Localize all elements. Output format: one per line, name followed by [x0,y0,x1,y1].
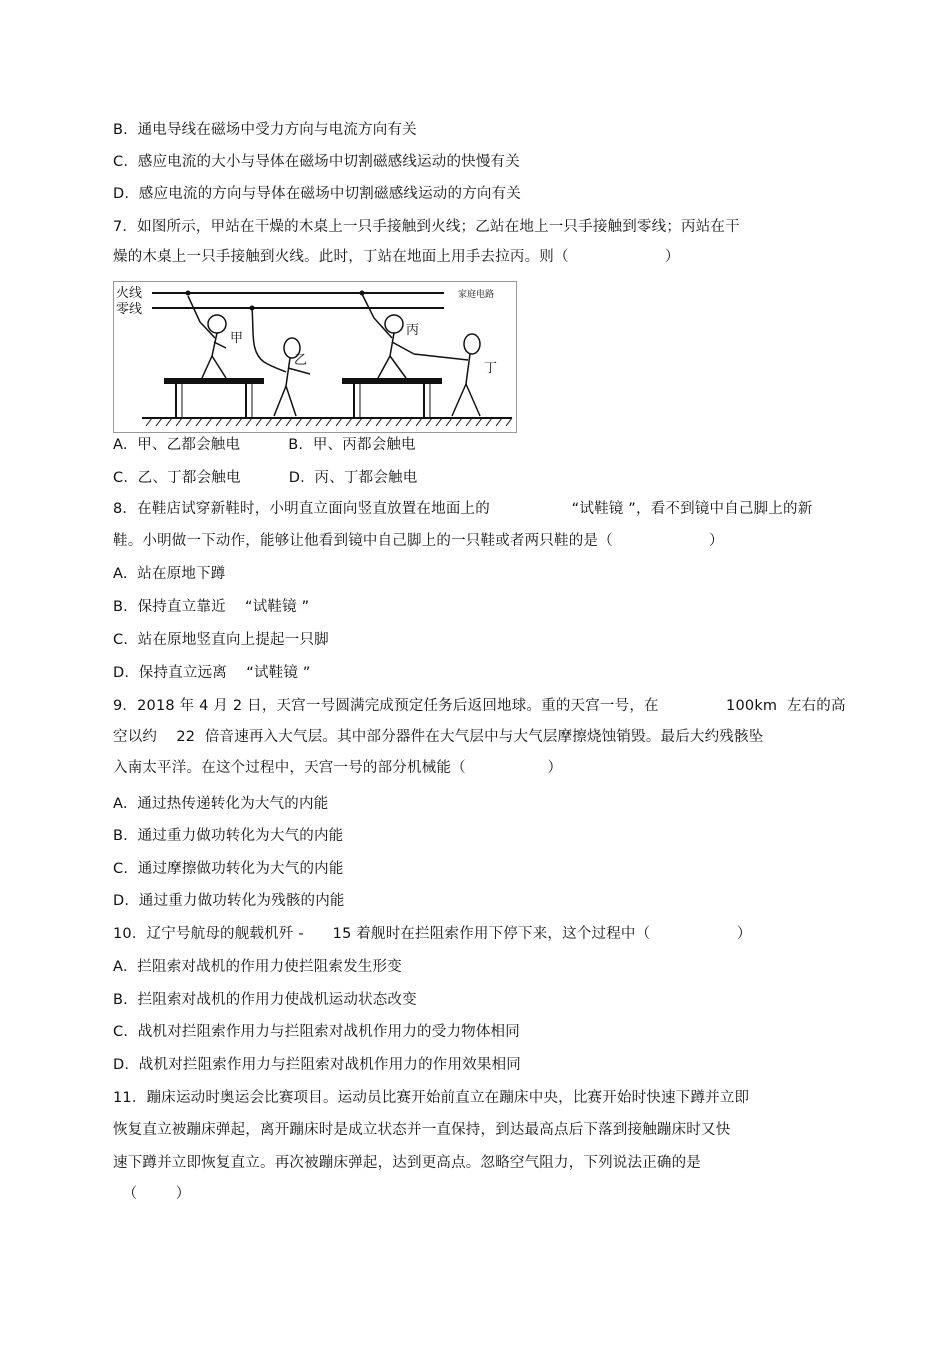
contact-point-bing [360,291,365,296]
option-c-q6: C. 感应电流的大小与导体在磁场中切割磁感线运动的快慢有关 [113,154,520,170]
contact-point-yi [250,306,255,311]
question-8-line-1: 8．在鞋店试穿新鞋时，小明直立面向竖直放置在地面上的 “试鞋镜 ”，看不到镜中自己脚上的新 [113,501,813,517]
question-7-line-2: 燥的木桌上一只手接触到火线。此时，丁站在地面上用手去拉丙。则（ ） [113,249,680,265]
option-b-q6: B. 通电导线在磁场中受力方向与电流方向有关 [113,122,417,138]
question-11-line-3: 速下蹲并立即恢复直立。再次被蹦床弹起，达到更高点。忽略空气阻力，下列说法正确的是 [113,1155,701,1171]
q9-option-a: A. 通过热传递转化为大气的内能 [113,796,329,812]
circuit-label: 家庭电路 [458,290,495,300]
q10-option-d: D. 战机对拦阻索作用力与拦阻索对战机作用力的作用效果相同 [113,1057,521,1073]
q9-option-c: C. 通过摩擦做功转化为大气的内能 [113,861,344,877]
q8-option-d: D. 保持直立远离 “试鞋镜 ” [113,665,311,681]
question-8-line-2: 鞋。小明做一下动作，能够让他看到镜中自己脚上的一只鞋或者两只鞋的是（ ） [113,533,724,549]
live-wire-label: 火线 [116,286,143,301]
question-11-line-1: 11．蹦床运动时奥运会比赛项目。运动员比赛开始前直立在蹦床中央，比赛开始时快速下蹲并立即 [113,1090,750,1106]
label-yi: 乙 [294,353,308,368]
circuit-illustration [114,282,516,432]
question-11-answer-blank: （ ） [113,1186,191,1202]
label-jia: 甲 [230,331,244,346]
question-9-line-2: 空以约 22 倍音速再入大气层。其中部分器件在大气层中与大气层摩擦烧蚀销毁。最后大约残骸坠 [113,729,764,745]
table-left [164,378,264,418]
q9-option-d: D. 通过重力做功转化为残骸的内能 [113,893,345,909]
circuit-figure [113,281,517,433]
question-9-line-3: 入南太平洋。在这个过程中，天宫一号的部分机械能（ ） [113,760,563,776]
q10-option-b: B. 拦阻索对战机的作用力使战机运动状态改变 [113,992,417,1008]
q9-option-b: B. 通过重力做功转化为大气的内能 [113,828,344,844]
q10-option-c: C. 战机对拦阻索作用力与拦阻索对战机作用力的受力物体相同 [113,1024,520,1040]
q8-option-c: C. 站在原地竖直向上提起一只脚 [113,632,329,648]
option-d-q6: D. 感应电流的方向与导体在磁场中切割磁感线运动的方向有关 [113,186,521,202]
question-11-line-2: 恢复直立被蹦床弹起，离开蹦床时是成立状态并一直保持，到达最高点后下落到接触蹦床时又快 [113,1122,731,1138]
table-right [342,378,442,418]
question-9-line-1: 9．2018 年 4 月 2 日，天宫一号圆满完成预定任务后返回地球。重的天宫一号，在 100km 左右的高 [113,698,846,714]
ground-hatch [146,418,512,426]
question-7-line-1: 7．如图所示，甲站在干燥的木桌上一只手接触到火线；乙站在地上一只手接触到零线；丙站在干 [113,219,740,235]
neutral-wire-label: 零线 [116,302,143,317]
q7-options-ab: A. 甲、乙都会触电 B. 甲、丙都会触电 [113,437,416,453]
label-ding: 丁 [484,361,498,376]
contact-point-jia [186,291,191,296]
label-bing: 丙 [406,323,420,338]
q8-option-b: B. 保持直立靠近 “试鞋镜 ” [113,599,310,615]
q10-option-a: A. 拦阻索对战机的作用力使拦阻索发生形变 [113,959,402,975]
q7-options-cd: C. 乙、丁都会触电 D. 丙、丁都会触电 [113,470,418,486]
q8-option-a: A. 站在原地下蹲 [113,566,226,582]
question-10: 10．辽宁号航母的舰载机歼 - 15 着舰时在拦阻索作用下停下来，这个过程中（ ） [113,926,752,942]
